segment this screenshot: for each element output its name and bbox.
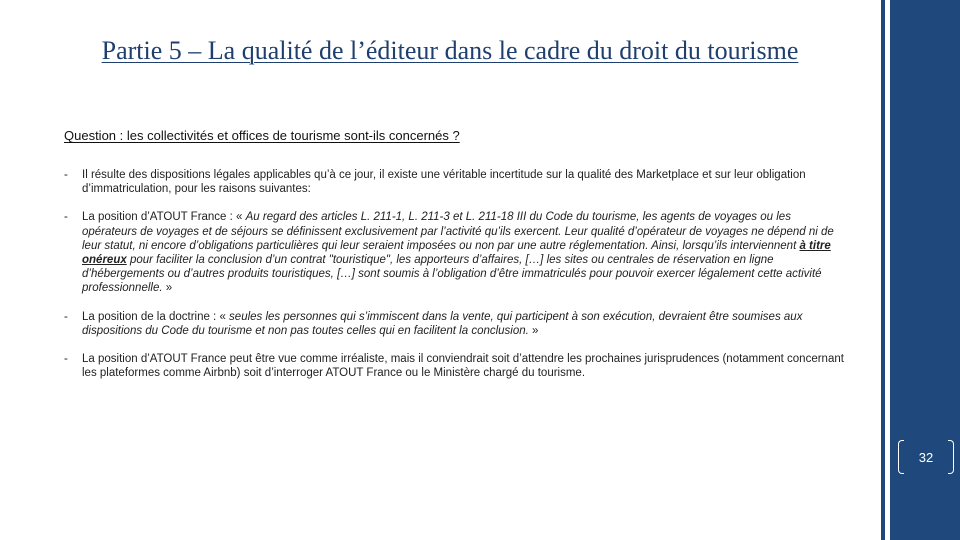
slide-title: Partie 5 – La qualité de l’éditeur dans le cadre du droit du tourisme <box>101 36 799 65</box>
emphasis-text: à titre onéreux <box>82 239 831 267</box>
sidebar-divider-line <box>881 0 885 540</box>
bullet-dash: - <box>64 310 68 323</box>
bullet-dash: - <box>64 353 68 366</box>
bullet-item-3 <box>64 310 844 338</box>
bullet-dash: - <box>64 169 68 181</box>
right-bracket-icon <box>948 440 954 474</box>
bullet-lead: La position d’ATOUT France : « <box>82 211 246 224</box>
quote-close: » <box>162 282 173 295</box>
bullet-item-2 <box>64 210 844 295</box>
bullet-dash: - <box>64 211 68 224</box>
quote-close: » <box>528 324 539 337</box>
bullet-lead: La position de la doctrine : « <box>82 310 230 323</box>
bullet-text: La position d’ATOUT France peut être vue comme irréaliste, mais il conviendrait soit d’attendre les prochaines jurisprudences (notamment concernant les plateformes comme Airbnb) soit d’interroger ATOUT France ou le Ministère chargé du tourisme. <box>82 353 844 380</box>
bullet-item-1 <box>64 168 844 196</box>
quote-text-cont: pour faciliter la conclusion d’un contrat "touristique", les apporteurs d’affaires, […] les sites ou centrales de réservation en ligne d’hébergements ou d’autres produits touristiques, […] sont soumis à l’obligation d’être immatriculés pour pouvoir exercer légalement cette activité professionnelle. <box>82 254 822 295</box>
page-number: 32 <box>918 450 934 465</box>
quote-text: Au regard des articles L. 211-1, L. 211-3 et L. 211-18 III du Code du tourisme, les agents de voyages ou les opérateurs de voyages et de séjours se définissent exclusivement par l’activité qu’ils exercent. Leur qualité d’opérateur de voyages ne dépend ni de leur statut, ni encore d’obligations particulières qui leur seraient imposées ou non par une autre réglementation. Ainsi, lorsqu’ils interviennent <box>82 211 834 252</box>
bullet-item-4 <box>64 352 844 380</box>
bullet-text: Il résulte des dispositions légales applicables qu’à ce jour, il existe une véritable incertitude sur la qualité des Marketplace et sur leur obligation d’immatriculation, pour les raisons suivantes: <box>82 169 806 196</box>
bullet-list <box>64 168 844 394</box>
quote-text: seules les personnes qui s’immiscent dans la vente, qui participent à son exécution, devraient être soumises aux dispositions du Code du tourisme et non pas toutes celles qui en facilitent la conclusion. <box>82 310 803 337</box>
page-number-badge <box>898 440 954 476</box>
question-heading: Question : les collectivités et offices de tourisme sont-ils concernés ? <box>64 128 460 143</box>
